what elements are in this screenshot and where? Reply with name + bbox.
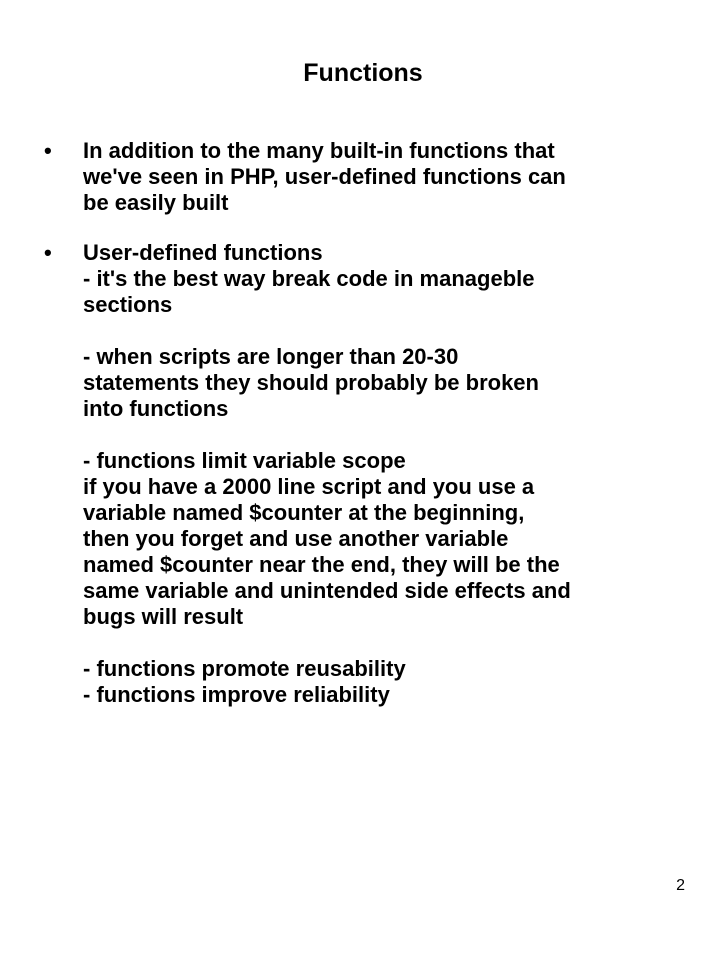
bullet-text-line: named $counter near the end, they will be the	[83, 552, 560, 577]
bullet-text-line: same variable and unintended side effects and	[83, 578, 571, 603]
bullet-text-line: if you have a 2000 line script and you use a	[83, 474, 535, 499]
bullet-text-line: bugs will result	[83, 604, 244, 629]
bullet-text-line: we've seen in PHP, user-defined functions can	[83, 164, 566, 189]
blank-line	[83, 422, 683, 448]
slide-title: Functions	[303, 59, 423, 87]
bullet-text-line: statements they should probably be broken	[83, 370, 539, 395]
blank-line	[83, 318, 683, 344]
bullet-item-user-defined-functions	[0, 240, 683, 708]
bullet-marker: •	[44, 240, 52, 265]
bullet-text-line: into functions	[83, 396, 229, 421]
bullet-text-line: In addition to the many built-in functions that	[83, 138, 555, 163]
bullet-text-line: - when scripts are longer than 20-30	[83, 344, 459, 369]
bullet-text-line: be easily built	[83, 190, 229, 215]
bullet-text-line: sections	[83, 292, 173, 317]
blank-line	[83, 630, 683, 656]
bullet-text-line: - functions limit variable scope	[83, 448, 406, 473]
bullet-text-line: - functions improve reliability	[83, 682, 390, 707]
bullet-text-line: - functions promote reusability	[83, 656, 406, 681]
page-number: 2	[676, 877, 685, 894]
bullet-text-line: User-defined functions	[83, 240, 323, 265]
bullet-text-line: then you forget and use another variable	[83, 526, 509, 551]
bullet-list	[0, 138, 720, 708]
bullet-marker: •	[44, 138, 52, 163]
bullet-text-line: variable named $counter at the beginning,	[83, 500, 525, 525]
bullet-item-builtin-functions	[0, 138, 683, 216]
bullet-text-line: - it's the best way break code in manageble	[83, 266, 535, 291]
